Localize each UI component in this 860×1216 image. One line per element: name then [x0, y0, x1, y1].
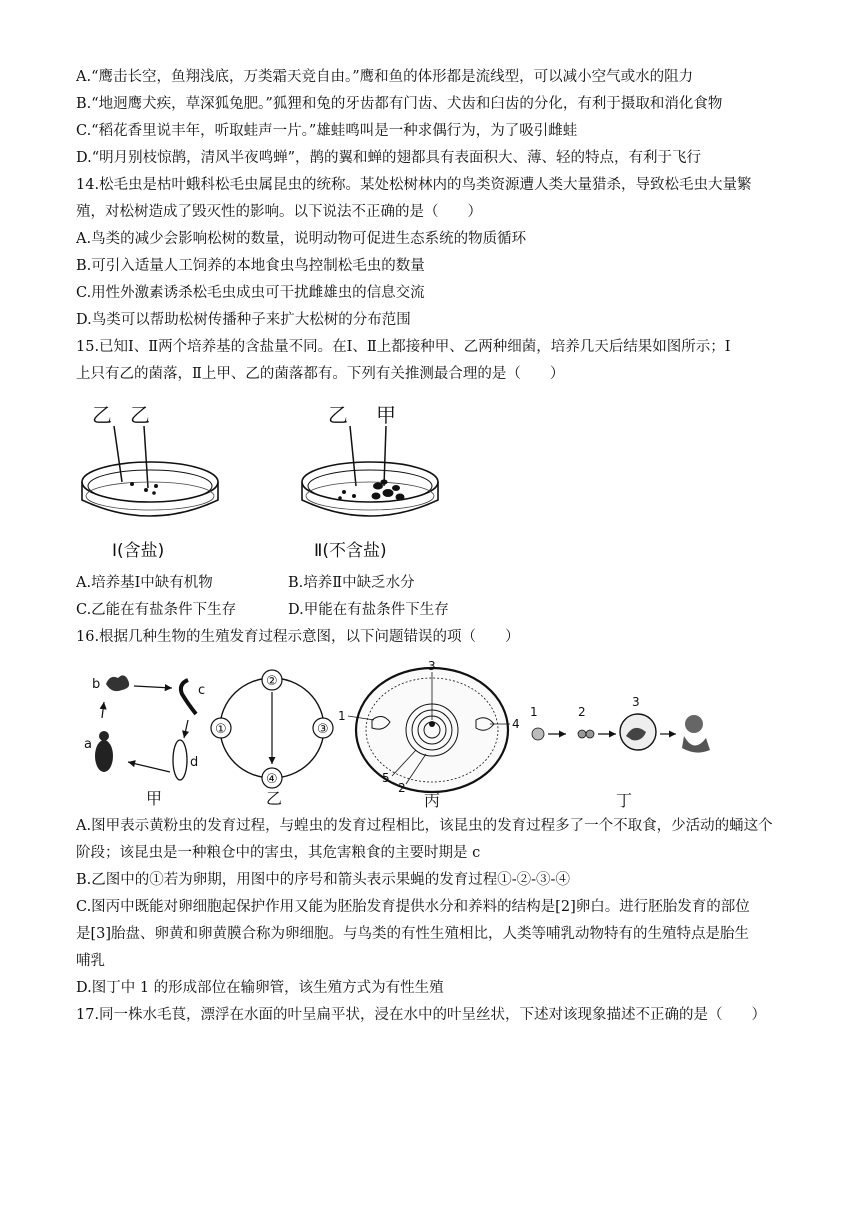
jia-letter-c: c [198, 683, 206, 698]
ding-number-3: 3 [632, 695, 640, 709]
petri-dish-1 [82, 403, 218, 561]
ding-number-2: 2 [578, 705, 586, 719]
dish1-label-1: 乙 [92, 403, 112, 427]
bing-number-3: 3 [428, 659, 436, 673]
panel-yi-cycle [211, 670, 333, 808]
bing-number-5: 5 [382, 771, 390, 785]
q15-stem-line1: 15.已知Ⅰ、Ⅱ两个培养基的含盐量不同。在Ⅰ、Ⅱ上都接种甲、乙两种细菌，培养几天后结果如图所示；Ⅰ [76, 339, 731, 355]
petri-dish-figure [70, 396, 490, 566]
yi-number-1: ① [215, 722, 227, 737]
dish2-label-1: 乙 [328, 403, 348, 427]
panel-label-yi: 乙 [266, 789, 283, 808]
q13-option-b: B.“地迥鹰犬疾，草深狐兔肥。”狐狸和兔的牙齿都有门齿、犬齿和臼齿的分化，有利于摄取和消化食物 [76, 96, 723, 112]
q16-option-c-line1: C.图丙中既能对卵细胞起保护作用又能为胚胎发育提供水分和养料的结构是[2]卵白。进行胚胎发育的部位 [76, 899, 750, 915]
jia-letter-b: b [92, 677, 101, 692]
q15-option-a: A.培养基Ⅰ中缺有机物 [76, 575, 213, 591]
q14-option-c: C.用性外激素诱杀松毛虫成虫可干扰雌雄虫的信息交流 [76, 285, 425, 301]
q14-stem-line2: 殖，对松树造成了毁灭性的影响。以下说法不正确的是（ ） [76, 204, 482, 220]
bing-number-4: 4 [512, 717, 520, 731]
dish2-label-2: 甲 [376, 403, 396, 427]
reproduction-figure [76, 654, 726, 810]
panel-label-jia: 甲 [146, 789, 163, 808]
q14-stem-line1: 14.松毛虫是枯叶蛾科松毛虫属昆虫的统称。某处松树林内的鸟类资源遭人类大量猎杀，导致松毛虫大量繁 [76, 177, 752, 193]
q15-option-b: B.培养Ⅱ中缺乏水分 [288, 575, 415, 591]
q16-option-b: B.乙图中的①若为卵期，用图中的序号和箭头表示果蝇的发育过程①-②-③-④ [76, 872, 570, 888]
q13-option-a: A.“鹰击长空，鱼翔浅底，万类霜天竞自由。”鹰和鱼的体形都是流线型，可以减小空气或水的阻力 [76, 69, 694, 85]
q14-option-b: B.可引入适量人工饲养的本地食虫鸟控制松毛虫的数量 [76, 258, 425, 274]
panel-bing-egg [338, 659, 520, 810]
yi-number-2: ② [266, 674, 278, 689]
q16-option-d: D.图丁中 1 的形成部位在输卵管，该生殖方式为有性生殖 [76, 980, 444, 996]
q16-option-c-line3: 哺乳 [76, 953, 105, 969]
q13-option-d: D.“明月别枝惊鹊，清风半夜鸣蝉”，鹊的翼和蝉的翅都具有表面积大、薄、轻的特点，有利于飞行 [76, 150, 702, 166]
q14-option-d: D.鸟类可以帮助松树传播种子来扩大松树的分布范围 [76, 312, 411, 328]
q15-stem-line2: 上只有乙的菌落，Ⅱ上甲、乙的菌落都有。下列有关推测最合理的是（ ） [76, 366, 565, 382]
yi-number-3: ③ [317, 722, 329, 737]
bing-number-2: 2 [398, 781, 406, 795]
jia-letter-d: d [190, 755, 199, 770]
q14-option-a: A.鸟类的减少会影响松树的数量，说明动物可促进生态系统的物质循环 [76, 231, 527, 247]
q16-stem: 16.根据几种生物的生殖发育过程示意图，以下问题错误的项（ ） [76, 629, 520, 645]
panel-label-bing: 丙 [424, 791, 441, 810]
jia-letter-a: a [84, 737, 92, 752]
yi-number-4: ④ [266, 772, 278, 787]
panel-ding-development [530, 695, 710, 810]
q16-option-a-line1: A.图甲表示黄粉虫的发育过程，与蝗虫的发育过程相比，该昆虫的发育过程多了一个不取食，少活动的蛹这个 [76, 818, 773, 834]
q16-option-c-line2: 是[3]胎盘、卵黄和卵黄膜合称为卵细胞。与鸟类的有性生殖相比，人类等哺乳动物特有的生殖特点是胎生 [76, 926, 750, 942]
panel-label-ding: 丁 [616, 791, 633, 810]
dish1-label-2: 乙 [130, 403, 150, 427]
q15-option-d: D.甲能在有盐条件下生存 [288, 602, 449, 618]
q16-option-a-line2: 阶段；该昆虫是一种粮仓中的害虫，其危害粮食的主要时期是 c [76, 845, 481, 861]
panel-jia-insect-cycle [84, 675, 205, 808]
ding-number-1: 1 [530, 705, 538, 719]
q15-option-c: C.乙能在有盐条件下生存 [76, 602, 237, 618]
petri-dish-2 [302, 403, 438, 561]
dish1-caption: Ⅰ(含盐) [112, 541, 165, 561]
q13-option-c: C.“稻花香里说丰年，听取蛙声一片。”雄蛙鸣叫是一种求偶行为，为了吸引雌蛙 [76, 123, 578, 139]
dish2-caption: Ⅱ(不含盐) [314, 541, 387, 561]
bing-number-1: 1 [338, 709, 346, 723]
q17-stem: 17.同一株水毛茛，漂浮在水面的叶呈扁平状，浸在水中的叶呈丝状，下述对该现象描述不正确的是（ ） [76, 1007, 767, 1023]
